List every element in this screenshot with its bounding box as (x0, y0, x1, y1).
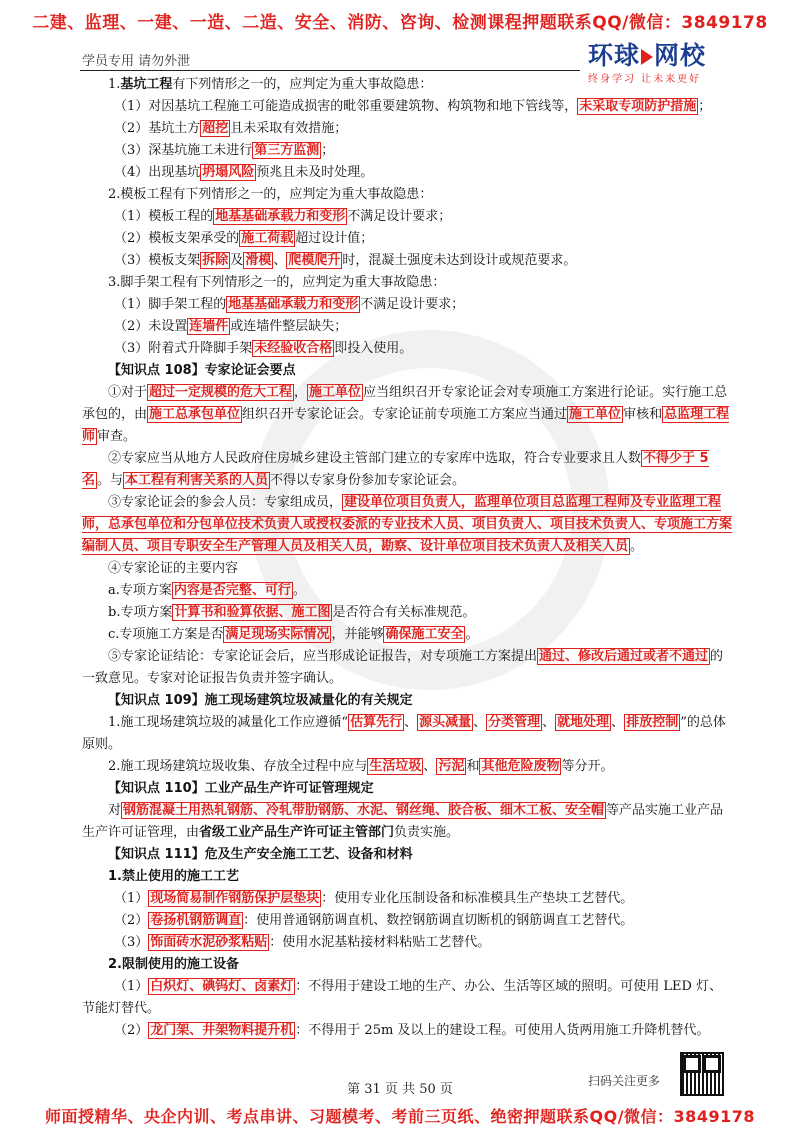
highlight: 源头减量 (419, 715, 472, 730)
text: （2）模板支架承受的 (114, 231, 240, 246)
text: 有下列情形之一的，应判定为重大事故隐患： (172, 77, 433, 92)
text: （1） (114, 979, 149, 994)
highlight: 未采取专项防护措施 (579, 99, 697, 114)
text: ：使用普通钢筋调直机、数控钢筋调直切断机的钢筋调直工艺替代。 (243, 913, 634, 928)
highlight: 施工总承包单位 (149, 407, 241, 422)
text: ：不得用于 25m 及以上的建设工程。可使用人货两用施工升降机替代。 (295, 1023, 710, 1038)
text: （1）模板工程的 (114, 209, 214, 224)
text: 。 (465, 627, 479, 642)
highlight: 钢筋混凝土用热轧钢筋、冷轧带肋钢筋、水泥、钢丝绳、胶合板、细木工板、安全帽 (123, 803, 605, 818)
text: ， (294, 385, 308, 400)
text: 2.施工现场建筑垃圾收集、存放全过程中应与 (108, 759, 368, 774)
para-k108-4b (82, 602, 732, 624)
highlight: 污泥 (438, 759, 465, 774)
highlight: 超挖 (202, 121, 229, 136)
play-icon (641, 49, 653, 65)
para-s1-2 (82, 118, 732, 140)
text: 、 (423, 759, 437, 774)
para-s1-4 (82, 162, 732, 184)
para-s1-1 (82, 96, 732, 118)
text: 、 (273, 253, 287, 268)
text: 审核和 (623, 407, 663, 422)
text: 、 (404, 715, 418, 730)
highlight: 白炽灯、碘钨灯、卤素灯 (150, 979, 294, 994)
highlight: 计算书和验算依据、施工图 (174, 605, 331, 620)
para-k111-2 (82, 910, 732, 932)
text: 及 (230, 253, 244, 268)
page-number: 第 31 页 共 50 页 (347, 1082, 453, 1097)
text: b.专项方案 (108, 605, 173, 620)
highlight: 超过一定规模的危大工程 (149, 385, 293, 400)
text: 1.施工现场建筑垃圾的减量化工作应遵循“ (108, 715, 349, 730)
highlight: 通过、修改后通过或者不通过 (539, 649, 709, 664)
text: 。 (630, 539, 644, 554)
highlight: 估算先行 (350, 715, 403, 730)
logo-name-b: 网校 (654, 41, 707, 70)
text: ：不得用于建设工地的生产、办公、生活等区域的照明。可使用 LED 灯、节能灯替代。 (82, 979, 723, 1016)
header-rule (80, 70, 580, 71)
text: （3）模板支架 (114, 253, 201, 268)
highlight: 爬模爬升 (288, 253, 341, 268)
para-k109-1 (82, 712, 732, 756)
para-s2: 2.模板工程有下列情形之一的，应判定为重大事故隐患： (108, 187, 433, 202)
para-k111-1 (82, 888, 732, 910)
text: a.专项方案 (108, 583, 172, 598)
text: （2）基坑土方 (114, 121, 201, 136)
para-s2-2 (82, 228, 732, 250)
highlight: 滑模 (245, 253, 272, 268)
highlight: 地基基础承载力和变形 (215, 209, 346, 224)
text: 预兆且未及时处理。 (256, 165, 374, 180)
text: ①对于 (108, 385, 148, 400)
highlight: 坍塌风险 (202, 165, 255, 180)
text: 是否符合有关标准规范。 (332, 605, 476, 620)
highlight: 拆除 (202, 253, 229, 268)
subheading-restricted: 2.限制使用的施工设备 (108, 957, 239, 972)
heading-k110: 【知识点 110】工业产品生产许可证管理规定 (108, 781, 374, 796)
text: 对 (108, 803, 122, 818)
text: ③专家论证会的参会人员：专家组成员， (108, 495, 343, 510)
highlight: 分类管理 (488, 715, 541, 730)
text: ②专家应当从地方人民政府住房城乡建设主管部门建立的专家库中选取，符合专业要求且人数 (108, 451, 642, 466)
highlight: 连墙件 (189, 319, 229, 334)
highlight: 其他危险废物 (481, 759, 560, 774)
para-k111-5 (82, 1020, 732, 1042)
para-s3-1 (82, 294, 732, 316)
text: 不得以专家身份参加专家论证会。 (270, 473, 466, 488)
text: 或连墙件整层缺失； (230, 319, 348, 334)
para-k108-4a (82, 580, 732, 602)
text: （1） (114, 891, 149, 906)
text: （2） (114, 913, 149, 928)
para-k108-1 (82, 382, 732, 448)
sub-header: 学员专用 请勿外泄 (82, 54, 191, 69)
para-k111-4 (82, 976, 732, 1020)
text: ⑤专家论证结论：专家论证会后，应当形成论证报告，对专项施工方案提出 (108, 649, 538, 664)
text: （4）出现基坑 (114, 165, 201, 180)
text: 和 (466, 759, 480, 774)
text: 时，混凝土强度未达到设计或规范要求。 (342, 253, 577, 268)
highlight: 满足现场实际情况 (225, 627, 330, 642)
highlight: 建设单位项目负责人，监理单位项目总监理工程师及专业监理工程师，总承包单位和分包单位技术负责人或授权委派的专业技术人员、项目负责人、项目技术负责人、专项施工方案编制人员、项目专职安全生产管理人员及相关人员，勘察、设计单位项目技术负责人及相关人员 (82, 495, 733, 554)
highlight: 饰面砖水泥砂浆粘贴 (150, 935, 268, 950)
text: 即投入使用。 (334, 341, 413, 356)
text: 应当组织召开专家论证会对专项施工方案进行论证。实行施工总承包的，由 (82, 385, 728, 422)
para-k108-3 (82, 492, 732, 558)
scan-caption: 扫码关注更多 (588, 1074, 661, 1088)
bottom-banner: 师面授精华、央企内训、考点串讲、习题模考、考前三页纸、绝密押题联系QQ/微信：3849178 (45, 1107, 755, 1126)
highlight: 施工荷载 (241, 231, 294, 246)
top-banner: 二建、监理、一建、一造、二造、安全、消防、咨询、检测课程押题联系QQ/微信：3849178 (32, 13, 768, 33)
text: （2） (114, 1023, 149, 1038)
highlight: 龙门架、井架物料提升机 (150, 1023, 294, 1038)
highlight: 本工程有利害关系的人员 (125, 473, 269, 488)
text: ； (321, 143, 335, 158)
highlight: 就地处理 (557, 715, 610, 730)
subheading-forbidden: 1.禁止使用的施工工艺 (108, 869, 239, 884)
para-s1 (82, 74, 732, 96)
para-k108-5 (82, 646, 732, 690)
heading-k109: 【知识点 109】施工现场建筑垃圾减量化的有关规定 (108, 693, 413, 708)
highlight: 不得少于 5 名 (82, 451, 709, 488)
highlight: 现场简易制作钢筋保护层垫块 (150, 891, 320, 906)
text: ：使用专业化压制设备和标准模具生产垫块工艺替代。 (321, 891, 634, 906)
text: 不满足设计要求； (347, 209, 452, 224)
bold-term: 基坑工程 (120, 77, 173, 92)
highlight: 排放控制 (626, 715, 679, 730)
text: 等分开。 (561, 759, 614, 774)
highlight: 总监理工程师 (82, 407, 730, 444)
highlight: 未经验收合格 (254, 341, 333, 356)
para-s1-3 (82, 140, 732, 162)
bold-term: 省级工业产品生产许可证主管部门 (199, 825, 395, 840)
text: 。 (292, 583, 306, 598)
text: 的一致意见。专家对论证报告负责并签字确认。 (82, 649, 724, 686)
highlight: 生活垃圾 (369, 759, 422, 774)
para-k108-4c (82, 624, 732, 646)
para-s3-2 (82, 316, 732, 338)
highlight: 施工单位 (569, 407, 622, 422)
text: 、 (473, 715, 487, 730)
highlight: 内容是否完整、可行 (173, 583, 291, 598)
text: 负责实施。 (394, 825, 460, 840)
text: 、 (542, 715, 556, 730)
logo-name (588, 36, 738, 72)
text: 审查。 (97, 429, 137, 444)
heading-k111: 【知识点 111】危及生产安全施工工艺、设备和材料 (108, 847, 413, 862)
text: 等产品实施工业产品生产许可证管理，由 (82, 803, 724, 840)
text: c.专项施工方案是否 (108, 627, 224, 642)
para-s2-1 (82, 206, 732, 228)
logo-slogan: 终身学习 让未来更好 (588, 74, 702, 85)
text: 。与 (97, 473, 124, 488)
para-k108-2 (82, 448, 732, 492)
para-k111-3 (82, 932, 732, 954)
highlight: 卷扬机钢筋调直 (150, 913, 242, 928)
text: （3）深基坑施工未进行 (114, 143, 253, 158)
para-k109-2 (82, 756, 732, 778)
heading-k108: 【知识点 108】专家论证会要点 (108, 363, 296, 378)
para-s3: 3.脚手架工程有下列情形之一的，应判定为重大事故隐患： (108, 275, 446, 290)
text: ； (698, 99, 712, 114)
text: 不满足设计要求； (360, 297, 465, 312)
text: （3） (114, 935, 149, 950)
text: （1）脚手架工程的 (114, 297, 227, 312)
text: ，并能够 (331, 627, 384, 642)
para-k108-4: ④专家论证的主要内容 (108, 561, 239, 576)
text: （1）对因基坑工程施工可能造成损害的毗邻重要建筑物、构筑物和地下管线等， (114, 99, 578, 114)
text: ：使用水泥基粘接材料粘贴工艺替代。 (269, 935, 491, 950)
document-body (82, 74, 732, 1042)
highlight: 确保施工安全 (385, 627, 464, 642)
text: 且未采取有效措施； (230, 121, 348, 136)
text: （2）未设置 (114, 319, 188, 334)
text: （3）附着式升降脚手架 (114, 341, 253, 356)
text: 、 (611, 715, 625, 730)
highlight: 第三方监测 (254, 143, 320, 158)
para-k110-1 (82, 800, 732, 844)
highlight: 施工单位 (309, 385, 362, 400)
text: 超过设计值； (295, 231, 374, 246)
para-s2-3 (82, 250, 732, 272)
highlight: 地基基础承载力和变形 (228, 297, 359, 312)
text: ”的总体原则。 (82, 715, 726, 752)
text: 组织召开专家论证会。专家论证前专项施工方案应当通过 (242, 407, 568, 422)
logo-name-a: 环球 (588, 41, 641, 70)
para-s3-3 (82, 338, 732, 360)
text: 1. (108, 77, 121, 92)
